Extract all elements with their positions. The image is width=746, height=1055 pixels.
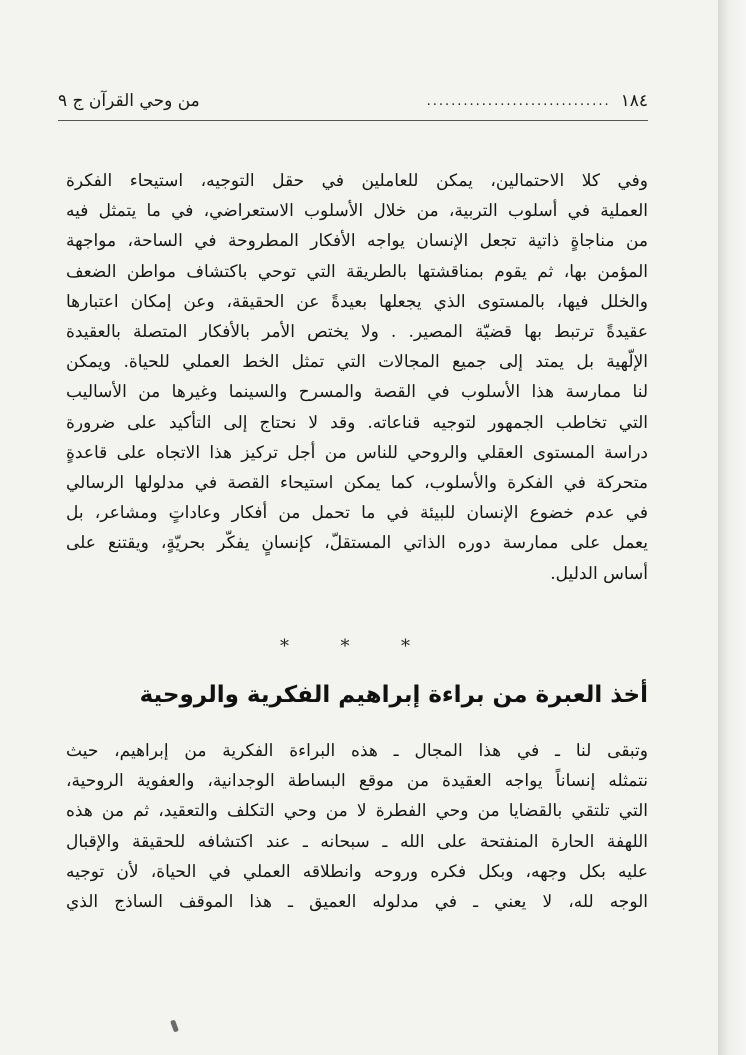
page-edge-shadow <box>718 0 746 1055</box>
paragraph-line: عليه بكل وجهه، وبكل فكره وروحه وانطلاقه العملي في الحياة، لأن توجيه <box>66 861 648 882</box>
paragraph-2 <box>66 736 648 917</box>
paragraph-line: والخلل فيها، بالمستوى الذي يجعلها بعيدةً عن الحقيقة، وعن إمكان اعتبارها <box>66 291 648 312</box>
paragraph-line: وفي كلا الاحتمالين، يمكن للعاملين في حقل التوجيه، استيحاء الفكرة <box>66 171 648 191</box>
paragraph-line: اللهفة الحارة المنفتحة على الله ـ سبحانه ـ عند اكتشافه للحقيقة والإقبال <box>66 831 648 852</box>
paragraph-line: الوجه لله، لا يعني ـ في مدلوله العميق ـ هذا الموقف الساذج الذي <box>66 892 648 913</box>
header-rule <box>58 120 648 121</box>
running-header <box>58 86 648 116</box>
asterisk-ornament: * <box>340 636 350 657</box>
paragraph-line: أساس الدليل. <box>550 563 648 584</box>
paragraph-line: وتبقى لنا ـ في هذا المجال ـ هذه البراءة الفكرية من إبراهيم، حيث <box>66 741 648 761</box>
header-dot-leader: .............................. <box>426 93 611 109</box>
page-number: ١٨٤ <box>620 91 648 111</box>
section-separator <box>280 636 410 657</box>
paragraph-line: نتمثله إنساناً يواجه العقيدة من موقع البساطة الوجدانية، والعفوية الروحية، <box>66 771 648 792</box>
book-title: من وحي القرآن ج ٩ <box>58 91 200 111</box>
paragraph-1 <box>66 166 648 589</box>
asterisk-ornament: * <box>280 636 289 657</box>
section-heading: أخذ العبرة من براءة إبراهيم الفكرية والروحية <box>139 682 648 708</box>
paragraph-line: يعمل على ممارسة دوره الذاتي المستقلّ، كإنسانٍ يفكّر بحريّةٍ، ويقتنع على <box>66 533 648 554</box>
paragraph-line: دراسة المستوى العقلي والروحي للناس من أجل تركيز هذا الاتجاه على قاعدةٍ <box>66 442 648 463</box>
paragraph-line: لنا ممارسة هذا الأسلوب في القصة والمسرح والسينما وغيرها من الأساليب <box>66 382 648 403</box>
asterisk-ornament: * <box>401 636 410 657</box>
paragraph-line: متحركة في الفكرة والأسلوب، كما يمكن استيحاء القصة في مدلولها الرسالي <box>66 473 648 494</box>
paragraph-line: في عدم خضوع الإنسان للبيئة في ما تحمل من أفكار وعاداتٍ ومشاعر، بل <box>66 503 648 524</box>
paragraph-line: التي تخاطب الجمهور لتوجيه قناعاته. وقد لا نحتاج إلى التأكيد على ضرورة <box>66 412 648 433</box>
paragraph-line: التي تلتقي بالقضايا من وحي الفطرة لا من وحي التكلف والتعقيد، ثم من هذه <box>66 801 648 822</box>
paragraph-line: الإلّهية بل يمتد إلى جميع المجالات التي تمثل الخط العملي للحياة. ويمكن <box>66 352 648 373</box>
paragraph-line: عقيدةً ترتبط بها قضيّة المصير. . ولا يختص الأمر بالأفكار المتصلة بالعقيدة <box>66 322 648 343</box>
paragraph-line: العملية في أسلوب التربية، من خلال الأسلوب الاستعراضي، في ما يتمثل فيه <box>66 201 648 222</box>
paragraph-line: المؤمن بها، ثم يقوم بمناقشتها بالطريقة التي توحي باكتشاف مواطن الضعف <box>66 261 648 282</box>
paragraph-line: من مناجاةٍ ذاتية تجعل الإنسان يواجه الأفكار المطروحة في الساحة، مواجهة <box>66 231 648 252</box>
